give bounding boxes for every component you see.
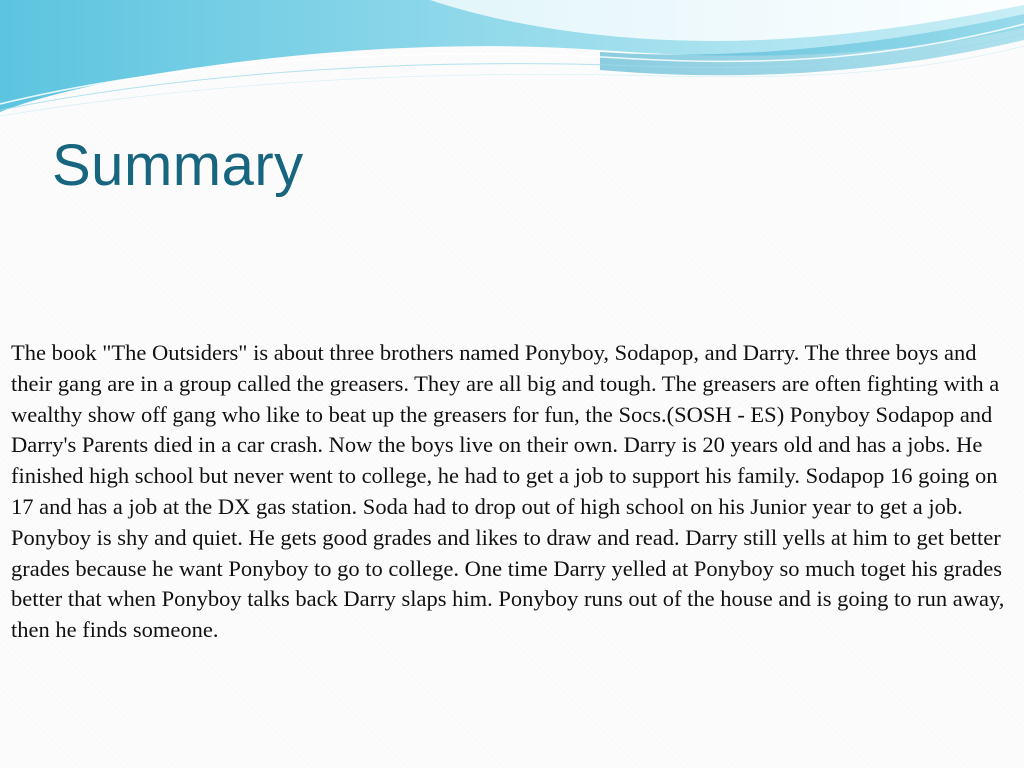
header-wave-decoration	[0, 0, 1024, 120]
slide-title: Summary	[52, 133, 304, 198]
summary-paragraph: The book "The Outsiders" is about three brothers named Ponyboy, Sodapop, and Darry. The three boys and their gang are in a group called the greasers. They are all big and tough. The greasers are often fighting with a wealthy show off gang who like to beat up the greasers for fun, the Socs.(SOSH - ES) Ponyboy Sodapop and Darry's Parents died in a car crash. Now the boys live on their own. Darry is 20 years old and has a jobs. He finished high school but never went to college, he had to get a job to support his family. Sodapop 16 going on 17 and has a job at the DX gas station. Soda had to drop out of high school on his Junior year to get a job. Ponyboy is shy and quiet. He gets good grades and likes to draw and read. Darry still yells at him to get better grades because he want Ponyboy to go to college. One time Darry yelled at Ponyboy so much toget his grades better that when Ponyboy talks back Darry slaps him. Ponyboy runs out of the house and is going to run away, then he finds someone.	[11, 340, 1005, 643]
